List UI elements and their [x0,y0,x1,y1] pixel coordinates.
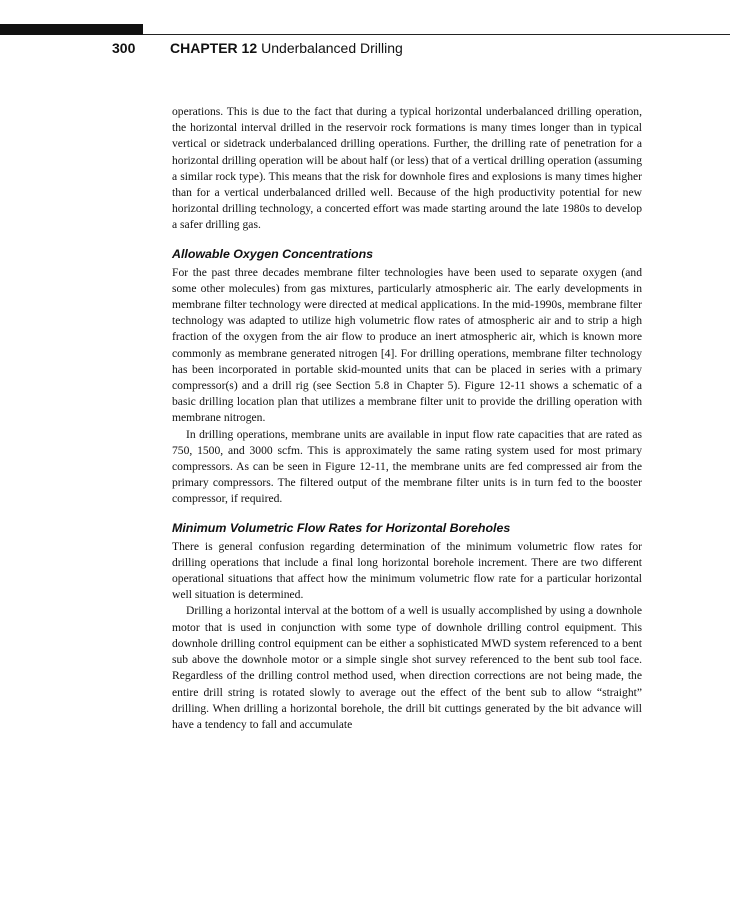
header-bar [0,24,143,35]
running-header [112,40,403,56]
section-heading: Minimum Volumetric Flow Rates for Horizontal Boreholes [172,520,511,535]
header-rule [143,34,730,35]
paragraph: There is general confusion regarding determination of the minimum volumetric flow rates for drilling operations that include a final long horizontal borehole increment. There are two different operational situations that affect how the minimum volumetric flow rate for a particular horizontal well situation is determined. [172,539,642,602]
paragraph: operations. This is due to the fact that during a typical horizontal underbalanced drilling operation, the horizontal interval drilled in the reservoir rock formations is many times longer than in typical vertical or sidetrack underbalanced drilling operations. Further, the drilling rate of penetration for a horizontal drilling operation will be about half (or less) that of a vertical drilling operation (assuming a similar rock type). This means that the risk for downhole fires and explosions is many times higher than for a vertical underbalanced drilled well. Because of the high productivity potential for new horizontal drilling technology, a concerted effort was made starting around the late 1980s to develop a safer drilling gas. [172,105,642,232]
chapter-title: Underbalanced Drilling [261,40,403,56]
page-body [172,104,642,733]
chapter-label: CHAPTER 12 [170,40,258,56]
paragraph: For the past three decades membrane filter technologies have been used to separate oxygen (and some other molecules) from gas mixtures, particularly atmospheric air. The early developments in membrane filter technology were directed at medical applications. In the mid-1990s, membrane filter technology was adapted to utilize high volumetric flow rates of atmospheric air and to strip a high fraction of the oxygen from the air flow to produce an inert atmospheric air, which is known more commonly as membrane generated nitrogen [4]. For drilling operations, membrane filter technology has been incorporated in portable skid-mounted units that can be placed in series with a primary compressor(s) and a drill rig (see Section 5.8 in Chapter 5). Figure 12-11 shows a schematic of a basic drilling location plan that utilizes a membrane filter unit to provide the drilling operation with membrane nitrogen. [172,265,642,425]
paragraph: Drilling a horizontal interval at the bottom of a well is usually accomplished by using a downhole motor that is used in conjunction with some type of downhole drilling control equipment. This downhole drilling control equipment can be either a sophisticated MWD system referenced to a bent sub above the downhole motor or a simple single shot survey referenced to the bent sub tool face. Regardless of the drilling control method used, when direction corrections are not being made, the entire drill string is rotated slowly to average out the effect of the bent sub to allow “straight” drilling. When drilling a horizontal borehole, the drill bit cuttings generated by the bit advance will have a tendency to fall and accumulate [172,604,642,731]
paragraph: In drilling operations, membrane units are available in input flow rate capacities that are rated as 750, 1500, and 3000 scfm. This is approximately the same rating system used for most primary compressors. As can be seen in Figure 12-11, the membrane units are fed compressed air from the primary compressors. The filtered output of the membrane filter units is in turn fed to the booster compressor, if required. [172,427,642,506]
page-number: 300 [112,40,136,56]
section-heading: Allowable Oxygen Concentrations [172,246,374,261]
